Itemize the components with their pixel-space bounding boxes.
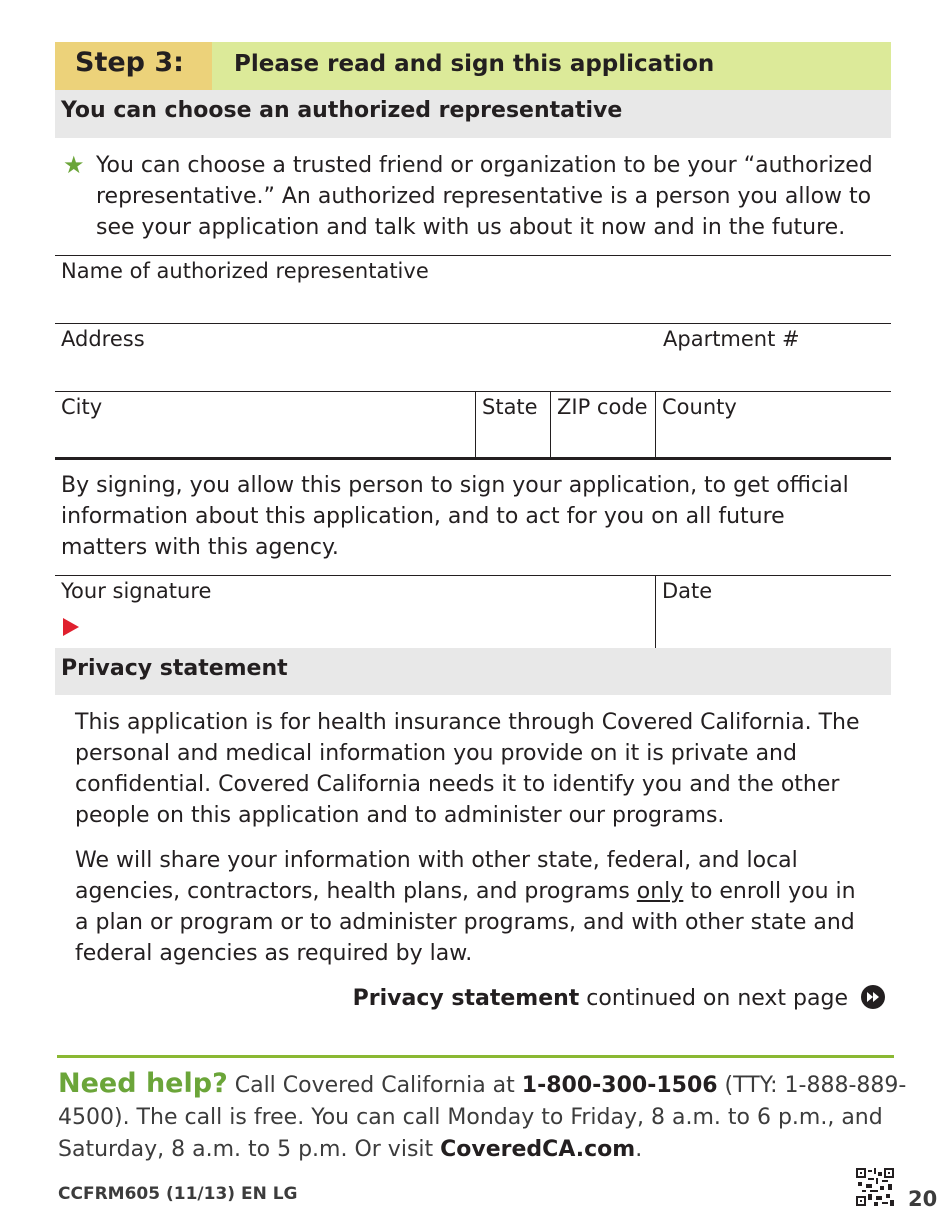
step-header [55,42,891,90]
state-field[interactable] [475,392,550,457]
signature-label: Your signature [61,579,212,603]
representative-intro-text: You can choose a trusted friend or organization to be your “authorized representative.” An authorized representative is a person you allow to see your application and talk with us about it now and in the future. [96,153,873,240]
help-text-2: (TTY: 1-888-889-4500). The call is free. You can call Monday to Friday, 8 a.m. to 6 p.m., and Saturday, 8 a.m. to 5 p.m. Or visit [58,1073,907,1162]
help-website[interactable]: CoveredCA.com [440,1137,636,1162]
help-end: . [635,1137,643,1162]
address-label: Address [61,327,145,351]
signature-field[interactable] [55,576,655,648]
help-title: Need help? [58,1068,228,1099]
star-icon: ★ [63,151,85,179]
representative-intro [55,138,891,256]
help-divider [57,1055,894,1058]
arrow-right-icon [63,618,79,636]
continued-note [55,985,891,1011]
apartment-field[interactable] [657,324,891,391]
representative-heading: You can choose an authorized representative [55,90,891,138]
address-field[interactable] [55,324,657,391]
step-title: Please read and sign this application [212,42,891,90]
signature-row [55,576,891,648]
privacy-paragraph-2-end: to enroll you in a plan or program or to administer programs, and with other state and federal agencies as required by law. [75,879,856,966]
help-phone[interactable]: 1-800-300-1506 [521,1073,718,1098]
apartment-label: Apartment # [663,327,800,351]
fast-forward-icon [861,985,885,1009]
privacy-paragraph-1: This application is for health insurance through Covered California. The personal and medical information you provide on it is private and confidential. Covered California needs it to identify you and the other people on this application and to administer our programs. [75,710,860,828]
city-row [55,392,891,460]
city-label: City [61,395,103,419]
continued-bold: Privacy statement [352,986,580,1011]
consent-text: By signing, you allow this person to sign your application, to get official information about this application, and to act for you on all future matters with this agency. [55,460,891,576]
representative-name-field[interactable] [55,256,891,323]
county-label: County [662,395,737,419]
county-field[interactable] [655,392,891,457]
privacy-heading: Privacy statement [55,648,891,695]
zip-field[interactable] [550,392,655,457]
help-section [58,1068,928,1166]
page-number: 20 [908,1187,938,1211]
privacy-paragraph-2-start: We will share your information with other state, federal, and local agencies, contractors, health plans, and programs [75,848,798,904]
form-code: CCFRM605 (11/13) EN LG [58,1184,298,1204]
help-text-1: Call Covered California at [227,1073,522,1098]
address-row [55,324,891,392]
application-page [55,42,891,1011]
date-label: Date [662,579,713,603]
date-field[interactable] [655,576,891,648]
name-row [55,256,891,324]
continued-text: continued on next page [579,986,848,1011]
city-field[interactable] [55,392,475,457]
privacy-emphasis: only [636,879,684,904]
state-label: State [482,395,538,419]
representative-name-label: Name of authorized representative [61,259,429,283]
step-label: Step 3: [55,42,212,90]
qr-code-icon [856,1168,894,1206]
privacy-paragraph-2 [55,845,891,969]
zip-label: ZIP code [557,395,648,419]
